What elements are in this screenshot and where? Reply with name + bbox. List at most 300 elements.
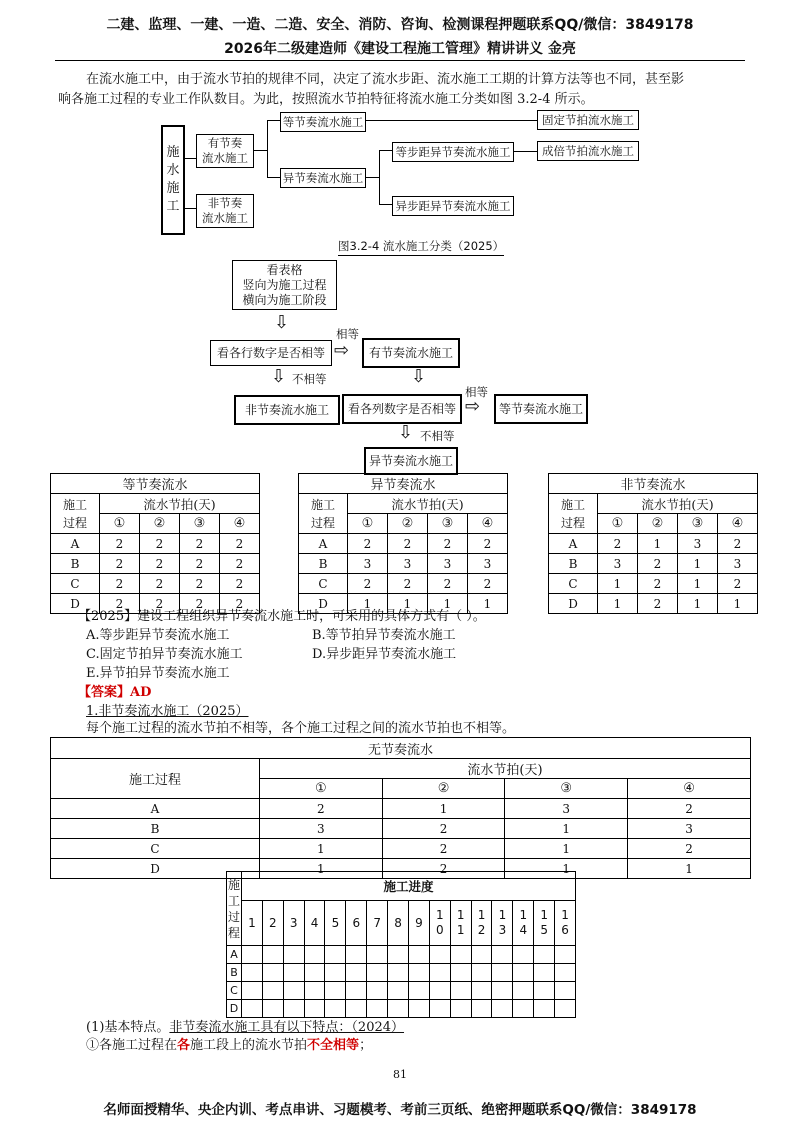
gantt-cell	[346, 964, 367, 982]
gantt-day-header	[492, 901, 513, 946]
answer-label: 【答案】	[78, 685, 131, 700]
option-d: D.异步距异节奏流水施工	[312, 647, 457, 662]
answer-value: AD	[130, 685, 152, 700]
gantt-cell	[241, 946, 262, 964]
gantt-cell	[262, 964, 283, 982]
down-arrow-icon: ⇩	[398, 422, 414, 443]
nr-table-cell: 2	[382, 839, 505, 859]
gantt-day-digit: 9	[415, 915, 423, 930]
gantt-cell	[367, 982, 388, 1000]
table-cell: 2	[427, 574, 467, 594]
gantt-cell	[262, 1000, 283, 1018]
class-fixed-box: 固定节拍流水施工	[537, 110, 639, 130]
gantt-day-digit: 7	[373, 915, 381, 930]
gantt-day-digit: 4	[310, 915, 319, 930]
gantt-cell	[304, 1000, 325, 1018]
gantt-day-header	[262, 901, 283, 946]
row-header	[51, 494, 100, 534]
table-cell: 1	[467, 594, 507, 614]
table-cell: 2	[139, 534, 179, 554]
table-cell: 2	[717, 534, 757, 554]
class-equal-box: 等节奏流水施工	[280, 112, 366, 132]
gantt-cell	[262, 982, 283, 1000]
table-cell: 2	[637, 574, 677, 594]
table-cell: 2	[427, 534, 467, 554]
comparison-table-wrap	[298, 473, 508, 614]
nr-row-label: C	[51, 839, 260, 859]
gantt-day-header	[534, 901, 555, 946]
flow-q1-yes-label: 相等	[336, 327, 359, 341]
gantt-rh-2: 工	[227, 893, 240, 908]
gantt-day-digit: 4	[519, 923, 528, 937]
gantt-row	[227, 946, 576, 964]
gantt-cell	[388, 1000, 409, 1018]
f2-part-e: ；	[359, 1038, 373, 1053]
gantt-cell	[388, 982, 409, 1000]
flow-q2-yes-label: 相等	[465, 385, 488, 399]
row-label: B	[299, 554, 348, 574]
table-cell: 2	[219, 594, 259, 614]
f2-part-d: 不全相等	[307, 1038, 360, 1053]
nr-row-label: D	[51, 859, 260, 879]
nr-table-cell: 2	[382, 819, 505, 839]
sub-header: 流水节拍(天)	[348, 494, 508, 514]
table-cell: 3	[717, 554, 757, 574]
row-label: C	[549, 574, 598, 594]
gantt-cell	[534, 982, 555, 1000]
row-header-line-2: 过程	[310, 515, 335, 530]
right-arrow-icon: ⇨	[465, 396, 481, 417]
gantt-cell	[471, 982, 492, 1000]
gantt-cell	[471, 1000, 492, 1018]
gantt-cell	[408, 982, 429, 1000]
gantt-cell	[513, 946, 534, 964]
row-label: A	[299, 534, 348, 554]
table-cell: 1	[598, 574, 638, 594]
gantt-day-header	[555, 901, 576, 946]
nr-table-cell: 1	[260, 839, 383, 859]
column-header: ③	[179, 514, 219, 534]
comparison-table-wrap	[50, 473, 260, 614]
table-cell: 1	[717, 594, 757, 614]
gantt-day-digit: 1	[540, 908, 548, 922]
comparison-table-wrap	[548, 473, 758, 614]
gantt-cell	[325, 964, 346, 982]
table-cell: 2	[637, 594, 677, 614]
row-header-line-1: 施工	[560, 497, 585, 512]
column-header: ①	[348, 514, 388, 534]
table-cell: 2	[467, 534, 507, 554]
gantt-row	[227, 1000, 576, 1018]
column-header: ④	[219, 514, 259, 534]
column-header: ②	[637, 514, 677, 534]
gantt-row-label: A	[227, 946, 242, 964]
table-cell: 2	[179, 574, 219, 594]
gantt-cell	[388, 964, 409, 982]
gantt-cell	[367, 1000, 388, 1018]
gantt-day-digit: 2	[477, 923, 486, 937]
gantt-day-digit: 1	[561, 908, 569, 922]
gantt-cell	[346, 946, 367, 964]
row-label: D	[51, 594, 100, 614]
comparison-table	[548, 473, 758, 614]
flow-start-line-3: 横向为施工阶段	[242, 292, 327, 307]
gantt-day-header	[408, 901, 429, 946]
row-label: A	[51, 534, 100, 554]
nr-table-cell: 3	[628, 819, 751, 839]
nr-table-cell: 2	[260, 799, 383, 819]
gantt-cell	[262, 946, 283, 964]
page-header-contact: 二建、监理、一建、一造、二造、安全、消防、咨询、检测课程押题联系QQ/微信：3849178	[106, 17, 694, 33]
figure-caption: 图3.2-4 流水施工分类（2025）	[338, 238, 504, 256]
gantt-day-header	[429, 901, 450, 946]
gantt-cell	[283, 982, 304, 1000]
intro-line-2: 响各施工过程的专业工作队数目。为此，按照流水节拍特征将流水施工分类如图 3.2-4 所示。	[58, 92, 594, 107]
gantt-cell	[241, 964, 262, 982]
table-cell: 1	[677, 554, 717, 574]
comparison-table	[298, 473, 508, 614]
section-title: 1.非节奏流水施工（2025）	[86, 704, 249, 719]
gantt-cell	[367, 964, 388, 982]
gantt-rh-1: 施	[227, 877, 240, 892]
gantt-day-header	[283, 901, 304, 946]
gantt-cell	[450, 946, 471, 964]
gantt-day-digit: 6	[561, 923, 569, 937]
table-cell: 2	[637, 554, 677, 574]
class-equal-step-box: 等步距异节奏流水施工	[392, 142, 514, 162]
gantt-day-header	[513, 901, 534, 946]
gantt-cell	[429, 982, 450, 1000]
row-label: C	[299, 574, 348, 594]
nr-table-cell: 1	[628, 859, 751, 879]
gantt-cell	[513, 982, 534, 1000]
class-rhythmic-box	[196, 134, 254, 168]
page-number: 81	[393, 1068, 407, 1081]
gantt-day-digit: 1	[435, 908, 444, 922]
gantt-day-digit: 3	[289, 915, 298, 930]
gantt-day-digit: 1	[248, 915, 256, 930]
table-cell: 2	[387, 534, 427, 554]
gantt-row	[227, 964, 576, 982]
column-header: ④	[717, 514, 757, 534]
gantt-day-header	[367, 901, 388, 946]
gantt-day-digit: 5	[540, 923, 548, 937]
gantt-cell	[492, 1000, 513, 1018]
gantt-day-header	[304, 901, 325, 946]
flow-rhythmic-box: 有节奏流水施工	[362, 338, 460, 368]
row-label: A	[549, 534, 598, 554]
row-header	[549, 494, 598, 534]
gantt-cell	[408, 964, 429, 982]
gantt-cell	[241, 1000, 262, 1018]
nr-row-label: A	[51, 799, 260, 819]
nr-table-cell: 1	[505, 839, 628, 859]
table-cell: 2	[139, 554, 179, 574]
flow-start-box	[232, 260, 337, 310]
gantt-cell	[429, 964, 450, 982]
gantt-cell	[534, 964, 555, 982]
table-cell: 1	[637, 534, 677, 554]
table-cell: 2	[179, 554, 219, 574]
nr-column-header: ③	[505, 779, 628, 799]
table-cell: 2	[100, 534, 140, 554]
row-label: B	[549, 554, 598, 574]
down-arrow-icon: ⇩	[274, 312, 290, 333]
table-cell: 2	[348, 534, 388, 554]
column-header: ②	[139, 514, 179, 534]
table-cell: 1	[677, 594, 717, 614]
flow-q2-no-label: 不相等	[420, 429, 455, 443]
gantt-rh-4: 程	[227, 925, 240, 940]
gantt-day-digit: 8	[394, 915, 402, 930]
column-header: ④	[467, 514, 507, 534]
table-cell: 2	[100, 594, 140, 614]
row-label: C	[51, 574, 100, 594]
gantt-day-header	[471, 901, 492, 946]
gantt-cell	[408, 1000, 429, 1018]
gantt-cell	[283, 1000, 304, 1018]
gantt-day-header	[450, 901, 471, 946]
gantt-cell	[555, 1000, 576, 1018]
table-cell: 2	[219, 554, 259, 574]
row-header-line-2: 过程	[62, 515, 87, 530]
table-cell: 1	[348, 594, 388, 614]
column-header: ②	[387, 514, 427, 534]
gantt-day-digit: 1	[519, 908, 528, 922]
table-cell: 3	[348, 554, 388, 574]
gantt-row-header	[227, 872, 242, 946]
gantt-cell	[513, 964, 534, 982]
gantt-cell	[492, 982, 513, 1000]
gantt-day-digit: 2	[268, 915, 277, 930]
column-header: ①	[598, 514, 638, 534]
flow-equal-box: 等节奏流水施工	[494, 394, 588, 424]
gantt-cell	[429, 1000, 450, 1018]
features-heading: 非节奏流水施工具有以下特点：（2024）	[169, 1020, 405, 1035]
page-header-title: 2026年二级建造师《建设工程施工管理》精讲讲义 金亮	[224, 41, 576, 57]
nr-column-header: ②	[382, 779, 505, 799]
table-cell: 3	[467, 554, 507, 574]
nr-table-cell: 3	[505, 799, 628, 819]
table-cell: 2	[100, 574, 140, 594]
gantt-row-label: C	[227, 982, 242, 1000]
down-arrow-icon: ⇩	[271, 366, 287, 387]
gantt-day-digit: 0	[435, 923, 444, 937]
row-header	[299, 494, 348, 534]
features-line-2	[86, 1036, 372, 1056]
gantt-row	[227, 982, 576, 1000]
gantt-cell	[304, 982, 325, 1000]
gantt-cell	[492, 964, 513, 982]
comparison-table-title: 异节奏流水	[299, 474, 508, 494]
class-root-box	[161, 125, 185, 235]
nr-table-cell: 2	[628, 799, 751, 819]
f2-part-c: 施工段上的流水节拍	[190, 1038, 308, 1053]
gantt-cell	[429, 946, 450, 964]
column-header: ①	[100, 514, 140, 534]
answer-line	[78, 683, 151, 703]
row-header-line-1: 施工	[310, 497, 335, 512]
features-line-1	[86, 1018, 404, 1038]
gantt-cell	[450, 964, 471, 982]
gantt-cell	[304, 946, 325, 964]
nonrhythmic-line-1: 非节奏	[207, 196, 243, 210]
gantt-day-digit: 1	[498, 908, 507, 922]
nonrhythmic-table	[50, 737, 751, 879]
rhythmic-line-2: 流水施工	[202, 151, 248, 165]
table-cell: 2	[139, 574, 179, 594]
table-cell: 3	[598, 554, 638, 574]
option-e: E.异节拍异节奏流水施工	[86, 666, 230, 681]
row-label: D	[299, 594, 348, 614]
gantt-cell	[492, 946, 513, 964]
rhythmic-line-1: 有节奏	[207, 136, 243, 150]
option-a: A.等步距异节奏流水施工	[86, 628, 230, 643]
section-desc: 每个施工过程的流水节拍不相等，各个施工过程之间的流水节拍也不相等。	[86, 721, 516, 736]
table-cell: 2	[179, 534, 219, 554]
table-cell: 2	[717, 574, 757, 594]
gantt-cell	[304, 964, 325, 982]
flow-q1-box: 看各行数字是否相等	[210, 340, 332, 366]
table-cell: 2	[139, 594, 179, 614]
root-char-2: 水	[166, 163, 180, 178]
row-header-line-1: 施工	[62, 497, 87, 512]
gantt-cell	[241, 982, 262, 1000]
gantt-cell	[555, 982, 576, 1000]
flow-q1-no-label: 不相等	[292, 372, 327, 386]
nr-table-cell: 1	[505, 819, 628, 839]
f2-part-b: 各	[177, 1038, 191, 1053]
sub-header: 流水节拍(天)	[100, 494, 260, 514]
flow-start-line-2: 竖向为施工过程	[242, 277, 327, 292]
header-divider	[55, 60, 745, 61]
gantt-cell	[450, 1000, 471, 1018]
gantt-day-header	[346, 901, 367, 946]
gantt-day-header	[325, 901, 346, 946]
table-cell: 2	[179, 594, 219, 614]
option-b: B.等节拍异节奏流水施工	[312, 628, 456, 643]
root-char-1: 施	[166, 145, 180, 160]
flow-start-line-1: 看表格	[266, 262, 303, 277]
table-cell: 2	[598, 534, 638, 554]
nr-column-header: ①	[260, 779, 383, 799]
table-row	[51, 839, 751, 859]
down-arrow-icon: ⇩	[411, 366, 427, 387]
nr-row-header: 施工过程	[51, 759, 260, 799]
comparison-table	[50, 473, 260, 614]
nonrhythmic-line-2: 流水施工	[202, 211, 248, 225]
table-cell: 2	[219, 534, 259, 554]
progress-chart	[226, 871, 576, 1018]
gantt-day-digit: 6	[352, 915, 361, 930]
row-header-line-2: 过程	[560, 515, 585, 530]
gantt-day-digit: 1	[477, 908, 486, 922]
gantt-cell	[388, 946, 409, 964]
table-cell: 1	[598, 594, 638, 614]
gantt-cell	[346, 1000, 367, 1018]
row-label: D	[549, 594, 598, 614]
gantt-cell	[325, 982, 346, 1000]
gantt-cell	[283, 964, 304, 982]
right-arrow-icon: ⇨	[334, 340, 350, 361]
gantt-cell	[471, 964, 492, 982]
gantt-day-header	[388, 901, 409, 946]
table-cell: 2	[219, 574, 259, 594]
gantt-cell	[346, 982, 367, 1000]
question-stem: 【2025】建设工程组织异节奏流水施工时，可采用的具体方式有（ ）。	[78, 609, 486, 624]
nr-table-cell: 1	[382, 799, 505, 819]
gantt-cell	[555, 946, 576, 964]
table-row	[51, 799, 751, 819]
table-cell: 2	[100, 554, 140, 574]
table-row	[51, 819, 751, 839]
gantt-cell	[555, 964, 576, 982]
column-header: ③	[427, 514, 467, 534]
gantt-row-label: D	[227, 1000, 242, 1018]
comparison-table-title: 非节奏流水	[549, 474, 758, 494]
gantt-cell	[367, 946, 388, 964]
table-cell: 1	[677, 574, 717, 594]
nr-table-cell: 1	[505, 859, 628, 879]
page-footer: 名师面授精华、央企内训、考点串讲、习题模考、考前三页纸、绝密押题联系QQ/微信：3849178	[103, 1102, 697, 1118]
option-c: C.固定节拍异节奏流水施工	[86, 647, 243, 662]
gantt-cell	[513, 1000, 534, 1018]
row-label: B	[51, 554, 100, 574]
class-unequal-box: 异节奏流水施工	[280, 168, 366, 188]
class-multiple-box: 成倍节拍流水施工	[537, 141, 639, 161]
gantt-rh-3: 过	[227, 909, 240, 924]
gantt-title: 施工进度	[241, 872, 575, 901]
nr-table-cell: 3	[260, 819, 383, 839]
nr-table-cell: 2	[382, 859, 505, 879]
table-cell: 1	[427, 594, 467, 614]
table-cell: 3	[387, 554, 427, 574]
nr-table-title: 无节奏流水	[51, 738, 751, 759]
column-header: ③	[677, 514, 717, 534]
gantt-cell	[534, 1000, 555, 1018]
gantt-day-digit: 5	[331, 915, 340, 930]
gantt-cell	[283, 946, 304, 964]
class-unequal-step-box: 异步距异节奏流水施工	[392, 196, 514, 216]
nr-sub-header: 流水节拍(天)	[260, 759, 751, 779]
gantt-day-digit: 3	[498, 923, 507, 937]
gantt-row-label: B	[227, 964, 242, 982]
gantt-cell	[325, 1000, 346, 1018]
table-cell: 3	[427, 554, 467, 574]
nr-table-cell: 1	[260, 859, 383, 879]
gantt-day-digit: 1	[456, 908, 465, 922]
nonrhythmic-table-wrap	[50, 737, 751, 879]
gantt-day-header	[241, 901, 262, 946]
comparison-table-title: 等节奏流水	[51, 474, 260, 494]
flow-nonrhythmic-box: 非节奏流水施工	[234, 395, 340, 425]
root-char-3: 施	[166, 181, 180, 196]
gantt-cell	[534, 946, 555, 964]
gantt-cell	[408, 946, 429, 964]
nr-table-cell: 2	[628, 839, 751, 859]
table-cell: 1	[387, 594, 427, 614]
f2-part-a: ①各施工过程在	[86, 1038, 178, 1053]
gantt-cell	[450, 982, 471, 1000]
gantt-cell	[325, 946, 346, 964]
intro-line-1: 在流水施工中，由于流水节拍的规律不同，决定了流水步距、流水施工工期的计算方法等也不同，甚至影	[86, 72, 685, 87]
nr-column-header: ④	[628, 779, 751, 799]
table-cell: 2	[348, 574, 388, 594]
sub-header: 流水节拍(天)	[598, 494, 758, 514]
gantt-cell	[471, 946, 492, 964]
progress-table	[226, 871, 576, 1018]
nr-row-label: B	[51, 819, 260, 839]
